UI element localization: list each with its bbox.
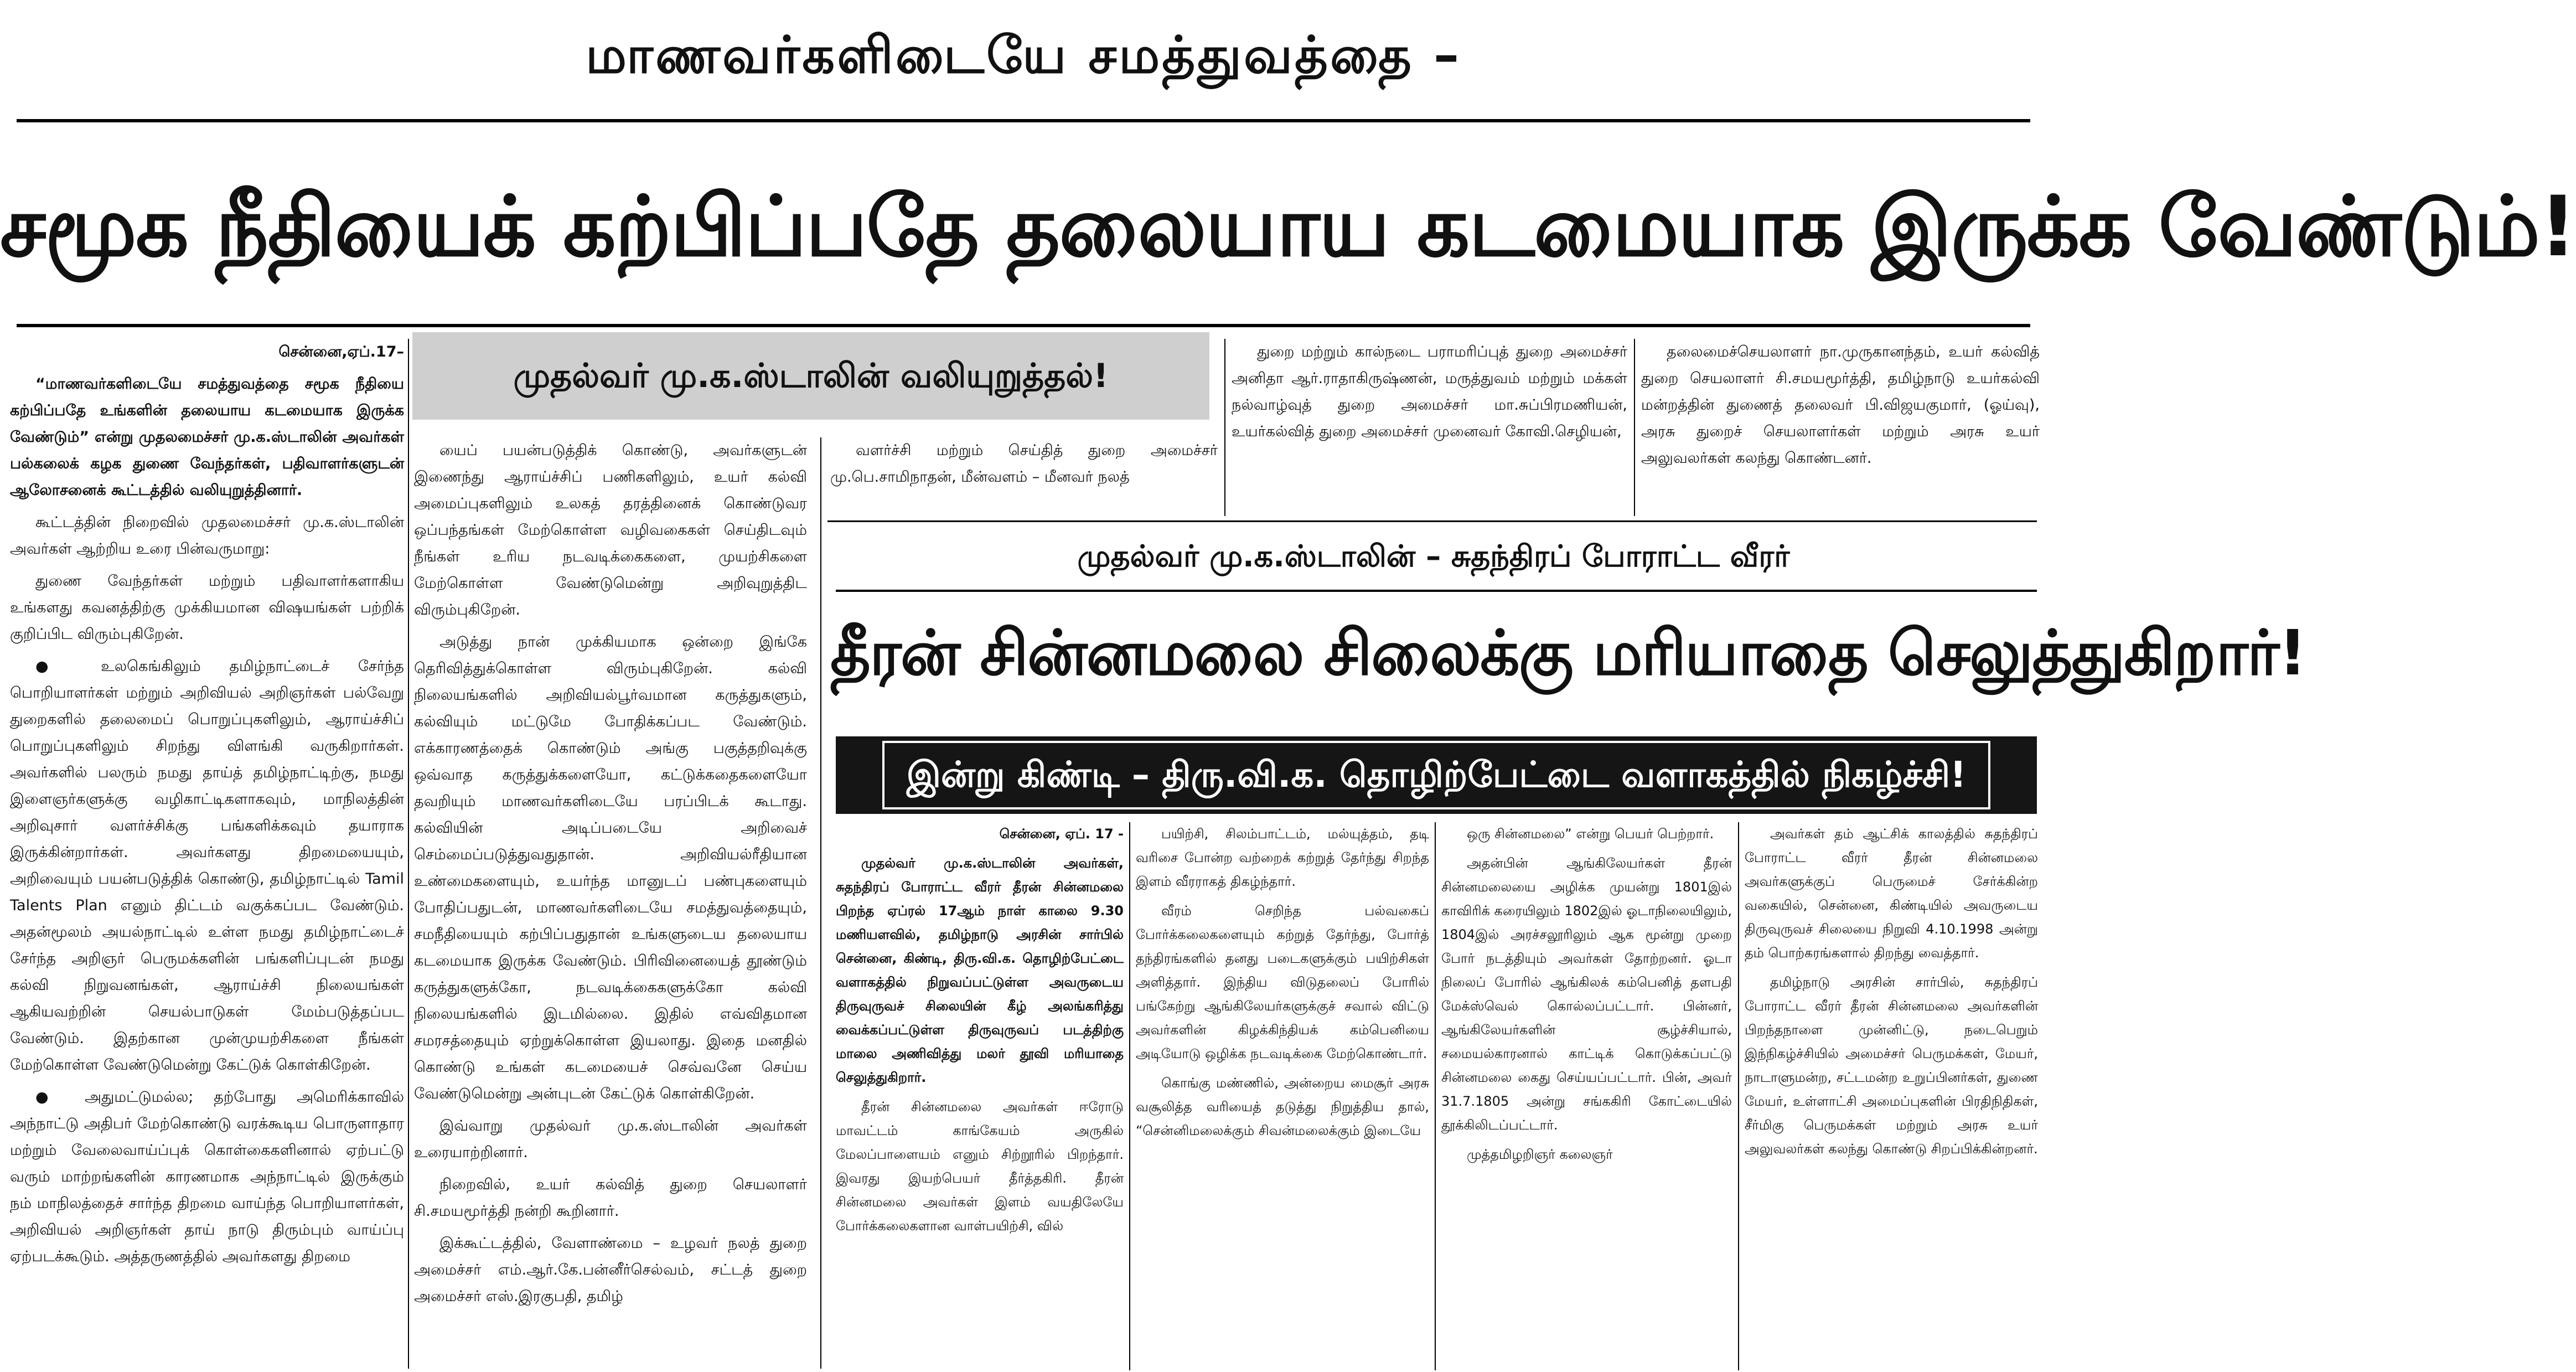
story2-paragraph: தீரன் சின்னமலை அவர்கள் ஈரோடு மாவட்டம் காங்கேயம் அருகில் மேலப்பாளையம் எனும் சிற்றூரில் பிறந்தார். இவரது இயற்பெயர் தீர்த்தகிரி. தீரன் சின்னமலை அவர்கள் இளம் வயதிலேயே போர்க்கலைகளான வாள்பயிற்சி, வில் bbox=[836, 1099, 1124, 1234]
story2-column-1 bbox=[836, 822, 1124, 1370]
story1-kicker: மாணவர்களிடையே சமத்துவத்தை – bbox=[585, 25, 1461, 85]
story2-paragraph: கொங்கு மண்ணில், அன்றைய மைசூர் அரசு வசூலித்த வரியைத் தடுத்து நிறுத்திய தால், “சென்னிமலைக்கும் சிவன்மலைக்கும் இடையே bbox=[1136, 1075, 1429, 1138]
story1-paragraph: தலைமைச்செயலாளர் நா.முருகானந்தம், உயர் கல்வித் துறை செயலாளர் சி.சமயமூர்த்தி, தமிழ்நாடு உயர்கல்வி மன்றத்தின் துணைத் தலைவர் பி.விஜயகுமார், (ஓய்வு), அரசு துறைச் செயலாளர்கள் மற்றும் அரசு உயர் அலுவலர்கள் கலந்து கொண்டனர். bbox=[1641, 343, 2040, 467]
story1-paragraph: ● உலகெங்கிலும் தமிழ்நாட்டைச் சேர்ந்த பொறியாளர்கள் மற்றும் அறிவியல் அறிஞர்கள் பல்வேறு துறைகளில் தலைமைப் பொறுப்புகளிலும், ஆராய்ச்சிப் பொறுப்புகளிலும் சிறந்து விளங்கி வருகிறார்கள். அவர்களில் பலரும் நமது தாய்த் தமிழ்நாட்டிற்கு, நமது இளைஞர்களுக்கு வழிகாட்டிகளாகவும், மாநிலத்தின் அறிவுசார் வளர்ச்சிக்கு பங்களிக்கவும் தயாராக இருக்கின்றார்கள். அவர்களது திறமையையும், அறிவையும் பயன்படுத்திக் கொண்டு, தமிழ்நாட்டில் Tamil Talents Plan எனும் திட்டம் வகுக்கப்பட வேண்டும். அதன்மூலம் அயல்நாட்டில் உள்ள நமது தமிழ்நாட்டைச் சேர்ந்த அறிஞர் பெருமக்களின் பங்களிப்புடன் நமது கல்வி நிறுவனங்கள், ஆராய்ச்சி நிலையங்கள் ஆகியவற்றின் செயல்பாடுகள் மேம்படுத்தப்பட வேண்டும். இதற்கான முன்முயற்சிகளை நீங்கள் மேற்கொள்ள வேண்டுமென்று கேட்டுக் கொள்கிறேன். bbox=[10, 658, 404, 1074]
story2-column-3 bbox=[1441, 822, 1732, 1370]
story2-headline: தீரன் சின்னமலை சிலைக்கு மரியாதை செலுத்துகிறார்! bbox=[830, 617, 2306, 689]
kicker-divider bbox=[17, 119, 2030, 122]
column-divider bbox=[1634, 339, 1635, 516]
story2-dateline: சென்னை, ஏப். 17 - bbox=[999, 826, 1124, 842]
story2-paragraph: அவர்கள் தம் ஆட்சிக் காலத்தில் சுதந்திரப் போராட்ட வீரர் தீரன் சின்னமலை அவர்களுக்குப் பெருமைச் சேர்க்கின்ற வகையில், சென்னை, கிண்டியில் அவருடைய திருவுருவச் சிலையை நிறுவி 4.10.1998 அன்று தம் பொற்கரங்களால் திறந்து வைத்தார். bbox=[1745, 826, 2038, 961]
story1-column-3 bbox=[830, 437, 1218, 520]
column-divider bbox=[1738, 822, 1739, 1370]
story1-column-5 bbox=[1641, 339, 2040, 519]
column-divider bbox=[408, 339, 409, 1369]
story1-paragraph: துணை வேந்தர்கள் மற்றும் பதிவாளர்களாகிய உங்களது கவனத்திற்கு முக்கியமான விஷயங்கள் பற்றிக் குறிப்பிட விரும்புகிறேன். bbox=[10, 572, 404, 643]
story1-headline: சமூக நீதியைக் கற்பிப்பதே தலையாய கடமையாக இருக்க வேண்டும்! bbox=[0, 179, 2576, 275]
story2-kicker: முதல்வர் மு.க.ஸ்டாலின் – சுதந்திரப் போராட்ட வீரர் bbox=[1077, 539, 1790, 574]
story1-paragraph: வளர்ச்சி மற்றும் செய்தித் துறை அமைச்சர் மு.பெ.சாமிநாதன், மீன்வளம் – மீனவர் நலத் bbox=[830, 442, 1218, 486]
story2-banner-text: இன்று கிண்டி – திரு.வி.க. தொழிற்பேட்டை வளாகத்தில் நிகழ்ச்சி! bbox=[882, 741, 1991, 809]
story1-paragraph: இக்கூட்டத்தில், வேளாண்மை – உழவர் நலத் துறை அமைச்சர் எம்.ஆர்.கே.பன்னீர்செல்வம், சட்டத் துறை அமைச்சர் எஸ்.இரகுபதி, தமிழ் bbox=[414, 1235, 807, 1305]
story2-paragraph: அதன்பின் ஆங்கிலேயர்கள் தீரன் சின்னமலையை அழிக்க முயன்று 1801இல் காவிரிக் கரையிலும் 1802இல் ஓடாநிலையிலும், 1804இல் அரச்சலூரிலும் ஆக மூன்று முறை போர் நடத்தியும் அவர்கள் தோற்றனர். ஓடா நிலைப் போரில் ஆங்கிலக் கம்பெனித் தளபதி மேக்ஸ்வெல் கொல்லப்பட்டார். பின்னர், ஆங்கிலேயர்களின் சூழ்ச்சியால், சமையல்காரனால் காட்டிக் கொடுக்கப்பட்டு சின்னமலை கைது செய்யப்பட்டார். பின், அவர் 31.7.1805 அன்று சங்ககிரி கோட்டையில் தூக்கிலிடப்பட்டார். bbox=[1441, 855, 1732, 1133]
story1-paragraph: நிறைவில், உயர் கல்வித் துறை செயலாளர் சி.சமயமூர்த்தி நன்றி கூறினார். bbox=[414, 1176, 807, 1220]
story2-column-2 bbox=[1136, 822, 1429, 1370]
story2-paragraph: தமிழ்நாடு அரசின் சார்பில், சுதந்திரப் போராட்ட வீரர் தீரன் சின்னமலை அவர்களின் பிறந்தநாளை முன்னிட்டு, நடைபெறும் இந்நிகழ்ச்சியில் அமைச்சர் பெருமக்கள், மேயர், நாடாளுமன்ற, சட்டமன்ற உறுப்பினர்கள், துணை மேயர், உள்ளாட்சி அமைப்புகளின் பிரதிநிதிகள், சீர்மிகு பெருமக்கள் மற்றும் அரசு உயர் அலுவலர்கள் கலந்து கொண்டு சிறப்பிக்கின்றனர். bbox=[1745, 974, 2038, 1157]
story1-lead-paragraph: “மாணவர்களிடையே சமத்துவத்தை சமூக நீதியை கற்பிப்பதே உங்களின் தலையாய கடமையாக இருக்க வேண்டும்” என்று முதலமைச்சர் மு.க.ஸ்டாலின் அவர்கள் பல்கலைக் கழக துணை வேந்தர்கள், பதிவாளர்களுடன் ஆலோசனைக் கூட்டத்தில் வலியுறுத்தினார். bbox=[10, 375, 404, 499]
story2-lead-paragraph: முதல்வர் மு.க.ஸ்டாலின் அவர்கள், சுதந்திரப் போராட்ட வீரர் தீரன் சின்னமலை பிறந்த ஏப்ரல் 17ஆம் நாள் காலை 9.30 மணியளவில், தமிழ்நாடு அரசின் சார்பில் சென்னை, கிண்டி, திரு.வி.க. தொழிற்பேட்டை வளாகத்தில் நிறுவப்பட்டுள்ள அவருடைய திருவுருவச் சிலையின் கீழ் அலங்கரித்து வைக்கப்பட்டுள்ள திருவுருவப் படத்திற்கு மாலை அணிவித்து மலர் தூவி மரியாதை செலுத்துகிறார். bbox=[836, 855, 1124, 1085]
story2-banner bbox=[836, 736, 2037, 814]
column-divider bbox=[1224, 339, 1225, 516]
story1-paragraph: இவ்வாறு முதல்வர் மு.க.ஸ்டாலின் அவர்கள் உரையாற்றினார். bbox=[414, 1117, 807, 1161]
story2-kicker-divider bbox=[836, 590, 2037, 592]
story2-paragraph: பயிற்சி, சிலம்பாட்டம், மல்யுத்தம், தடி வரிசை போன்ற வற்றைக் கற்றுத் தேர்ந்து சிறந்த இளம் வீரராகத் திகழ்ந்தார். bbox=[1136, 826, 1429, 889]
story1-subhead: முதல்வர் மு.க.ஸ்டாலின் வலியுறுத்தல்! bbox=[412, 332, 1209, 420]
column-divider bbox=[820, 437, 821, 1369]
story1-paragraph: கூட்டத்தின் நிறைவில் முதலமைச்சர் மு.க.ஸ்டாலின் அவர்கள் ஆற்றிய உரை பின்வருமாறு: bbox=[10, 514, 404, 558]
story1-column-4 bbox=[1232, 339, 1627, 519]
headline-divider bbox=[17, 324, 2030, 327]
story1-paragraph: துறை மற்றும் கால்நடை பராமரிப்புத் துறை அமைச்சர் அனிதா ஆர்.ராதாகிருஷ்ணன், மருத்துவம் மற்றும் மக்கள் நல்வாழ்வுத் துறை அமைச்சர் மா.சுப்பிரமணியன், உயர்கல்வித் துறை அமைச்சர் முனைவர் கோவி.செழியன், bbox=[1232, 343, 1627, 440]
story2-paragraph: வீரம் செறிந்த பல்வகைப் போர்க்கலைகளையும் கற்றுத் தேர்ந்து, போர்த் தந்திரங்களில் தனது படைகளுக்கும் பயிற்சிகள் அளித்தார். இந்திய விடுதலைப் போரில் பங்கேற்று ஆங்கிலேயர்களுக்குச் சவால் விட்டு அவர்களின் கிழக்கிந்தியக் கம்பெனியை அடியோடு ஒழிக்க நடவடிக்கை மேற்கொண்டார். bbox=[1136, 903, 1429, 1061]
story2-column-4 bbox=[1745, 822, 2038, 1370]
story1-paragraph: யைப் பயன்படுத்திக் கொண்டு, அவர்களுடன் இணைந்து ஆராய்ச்சிப் பணிகளிலும், உயர் கல்வி அமைப்புகளிலும் உலகத் தரத்தினைக் கொண்டுவர ஒப்பந்தங்கள் மேற்கொள்ள வழிவகைகள் செய்திடவும் நீங்கள் உரிய நடவடிக்கைகளை, முயற்சிகளை மேற்கொள்ள வேண்டுமென்று அறிவுறுத்திட விரும்புகிறேன். bbox=[414, 442, 807, 618]
story1-dateline: சென்னை,ஏப்.17– bbox=[278, 343, 404, 360]
story1-column-1 bbox=[10, 339, 404, 1369]
story1-column-2 bbox=[414, 437, 807, 1369]
story1-paragraph: அடுத்து நான் முக்கியமாக ஒன்றை இங்கே தெரிவித்துக்கொள்ள விரும்புகிறேன். கல்வி நிலையங்களில் அறிவியல்பூர்வமான கருத்துகளும், கல்வியும் மட்டுமே போதிக்கப்பட வேண்டும். எக்காரணத்தைக் கொண்டும் அங்கு பகுத்தறிவுக்கு ஒவ்வாத கருத்துக்களையோ, கட்டுக்கதைகளையோ தவறியும் மாணவர்களிடையே பரப்பிடக் கூடாது. கல்வியின் அடிப்படையே அறிவைச் செம்மைப்படுத்துவதுதான். அறிவியல்ரீதியான உண்மைகளையும், உயர்ந்த மானுடப் பண்புகளையும் போதிப்பதுடன், மாணவர்களிடையே சமத்துவத்தையும், சமநீதியையும் கற்பிப்பதுதான் உங்களுடைய தலையாய கடமையாக இருக்க வேண்டும். பிரிவினையைத் தூண்டும் கருத்துகளுக்கோ, நடவடிக்கைகளுக்கோ கல்வி நிலையங்களில் இடமில்லை. இதில் எவ்விதமான சமரசத்தையும் ஏற்றுக்கொள்ள இயலாது. இதை மனதில் கொண்டு உங்கள் கடமையைச் செவ்வனே செய்ய வேண்டுமென்று அன்புடன் கேட்டுக் கொள்கிறேன். bbox=[414, 633, 807, 1102]
story1-paragraph: ● அதுமட்டுமல்ல; தற்போது அமெரிக்காவில் அந்நாட்டு அதிபர் மேற்கொண்டு வரக்கூடிய பொருளாதார மற்றும் வேலைவாய்ப்புக் கொள்கைகளினால் ஏற்பட்டு வரும் மாற்றங்களின் காரணமாக அந்நாட்டில் இருக்கும் நம் மாநிலத்தைச் சார்ந்த திறமை வாய்ந்த பொறியாளர்கள், அறிவியல் அறிஞர்கள் தாய் நாடு திரும்பும் வாய்ப்பு ஏற்படக்கூடும். அத்தருணத்தில் அவர்களது திறமை bbox=[10, 1089, 404, 1265]
column-divider bbox=[1129, 822, 1130, 1370]
column-divider bbox=[1435, 822, 1436, 1370]
story2-top-border bbox=[827, 520, 2037, 522]
story2-paragraph: முத்தமிழறிஞர் கலைஞர் bbox=[1467, 1147, 1613, 1162]
story2-paragraph: ஒரு சின்னமலை” என்று பெயர் பெற்றார். bbox=[1467, 826, 1714, 842]
